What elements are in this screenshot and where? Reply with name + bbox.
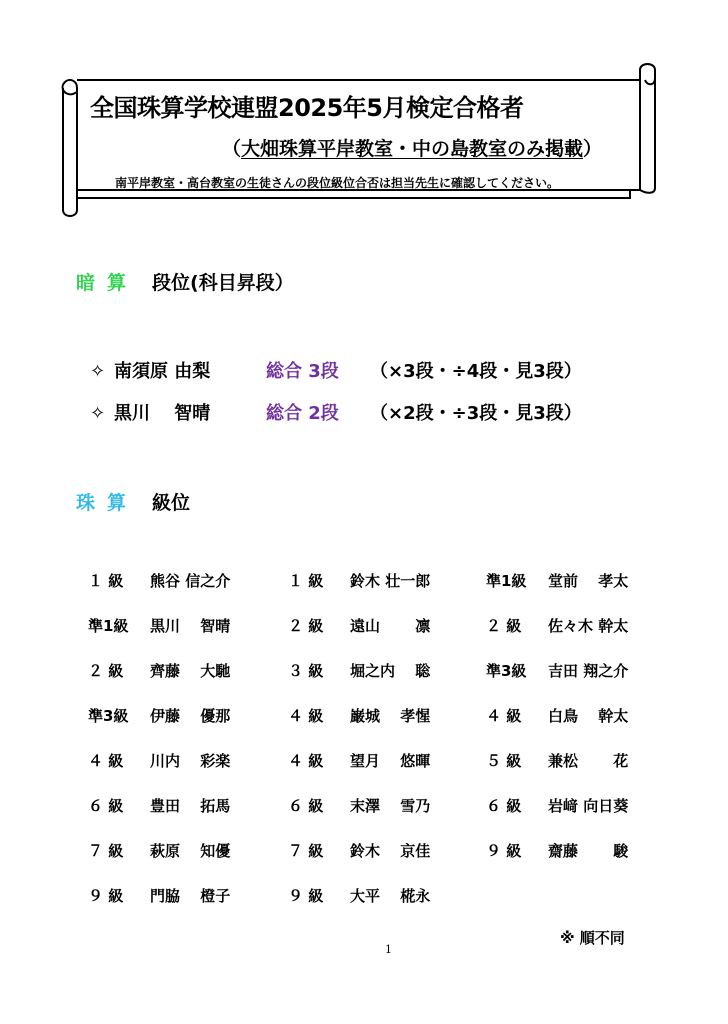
list-item: 準3級 吉田 翔之介 — [486, 662, 629, 680]
subject-detail: （×3段・÷4段・見3段） — [370, 361, 582, 382]
student-name: 黒川 智晴 — [114, 403, 211, 424]
shuzan-heading-label: 級位 — [152, 492, 191, 514]
dan-result-row — [90, 357, 582, 383]
list-item: 準1級 黒川 智晴 — [88, 617, 231, 635]
notice-text: 南平岸教室・高台教室の生徒さんの段位級位合否は担当先生に確認してください。 — [115, 176, 560, 190]
list-item: ７ 級 鈴木 京佳 — [288, 842, 431, 860]
list-item: ４ 級 巌城 孝惺 — [288, 707, 431, 725]
total-rank: 総合 2段 — [266, 403, 339, 424]
subtitle-close-paren: ） — [583, 138, 603, 160]
list-item: ４ 級 白鳥 幹太 — [486, 707, 629, 725]
list-item: ９ 級 大平 椛永 — [288, 887, 431, 905]
sparkle-icon: ✧ — [90, 403, 106, 424]
order-note: ※ 順不同 — [560, 929, 625, 947]
list-item: ９ 級 齋藤 駿 — [486, 842, 629, 860]
anzan-heading-label: 段位(科目昇段） — [152, 272, 294, 294]
shuzan-section-heading — [76, 488, 190, 515]
list-item: ２ 級 佐々木 幹太 — [486, 617, 629, 635]
list-item: ６ 級 末澤 雪乃 — [288, 797, 431, 815]
dan-result-row — [90, 399, 582, 425]
subject-detail: （×2段・÷3段・見3段） — [370, 403, 582, 424]
shuzan-keyword: 珠 算 — [76, 492, 127, 514]
list-item: ７ 級 萩原 知優 — [88, 842, 231, 860]
subtitle-classroom-scope: 大畑珠算平岸教室・中の島教室のみ掲載 — [241, 138, 584, 160]
list-item: ３ 級 堀之内 聡 — [288, 662, 431, 680]
sparkle-icon: ✧ — [90, 361, 106, 382]
list-item: 準1級 堂前 孝太 — [486, 572, 629, 590]
list-item: ９ 級 門脇 橙子 — [88, 887, 231, 905]
list-item: ２ 級 遠山 凛 — [288, 617, 431, 635]
anzan-keyword: 暗 算 — [76, 272, 127, 294]
list-item: ６ 級 豊田 拓馬 — [88, 797, 231, 815]
total-rank: 総合 3段 — [266, 361, 339, 382]
list-item: 準3級 伊藤 優那 — [88, 707, 231, 725]
page-number: 1 — [385, 943, 392, 956]
list-item: ６ 級 岩﨑 向日葵 — [486, 797, 629, 815]
list-item: １ 級 熊谷 信之介 — [88, 572, 231, 590]
page-title: 全国珠算学校連盟2025年5月検定合格者 — [90, 94, 524, 122]
list-item: ５ 級 兼松 花 — [486, 752, 629, 770]
list-item: １ 級 鈴木 壮一郎 — [288, 572, 431, 590]
anzan-section-heading — [76, 268, 294, 295]
list-item: ２ 級 齊藤 大馳 — [88, 662, 231, 680]
subtitle-open-paren: （ — [222, 138, 242, 160]
page-subtitle — [222, 134, 602, 161]
student-name: 南須原 由梨 — [114, 361, 211, 382]
list-item: ４ 級 望月 悠暉 — [288, 752, 431, 770]
list-item: ４ 級 川内 彩楽 — [88, 752, 231, 770]
